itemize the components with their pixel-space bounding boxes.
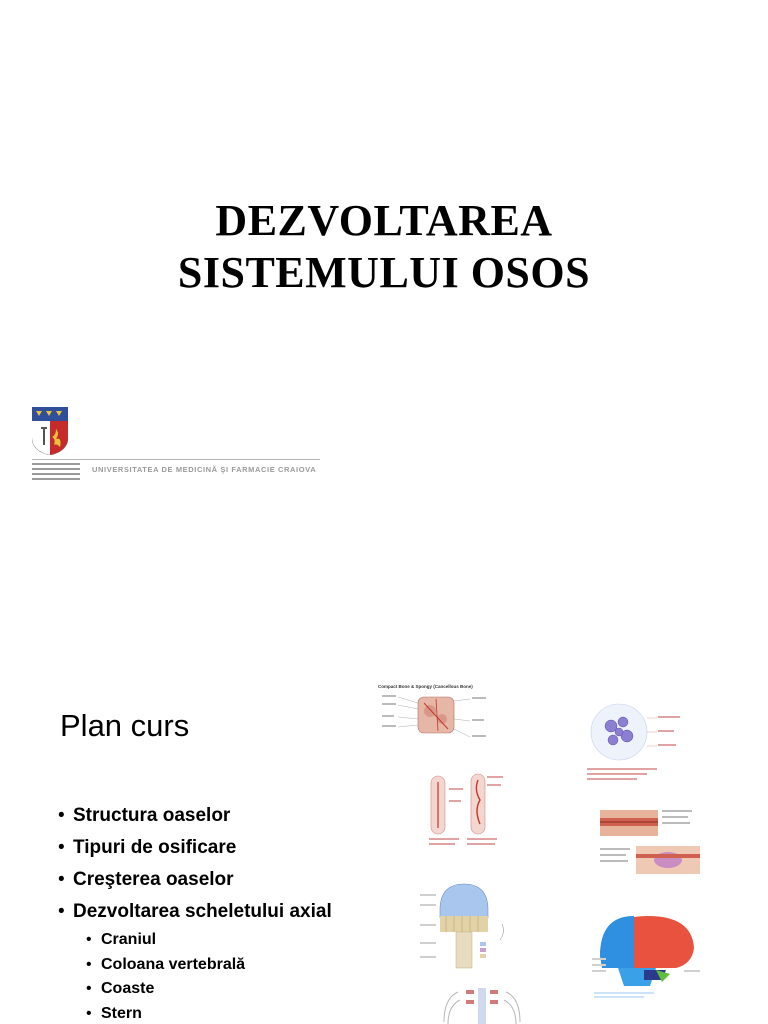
figure-caption: Compact Bone & Spongy (Cancellous Bone) (378, 684, 473, 689)
title-line-2: SISTEMULUI OSOS (177, 248, 591, 297)
plan-item: • Tipuri de osificare (58, 832, 332, 864)
cartilage-cells-figure (585, 696, 690, 786)
cartilage-cells-illustration (585, 696, 690, 786)
plan-list (58, 800, 332, 1024)
title-line-1: DEZVOLTAREA (215, 196, 553, 245)
university-logo (32, 405, 322, 485)
compact-bone-illustration (378, 689, 490, 751)
skull-figure (590, 912, 705, 1002)
long-bone-illustration (425, 770, 507, 860)
plan-subitem: • Coaste (58, 977, 332, 1002)
university-crest-icon (32, 407, 68, 455)
bone-remodeling-figure (596, 802, 704, 880)
plan-item: • Structura oaselor (58, 800, 332, 832)
vertebral-development-illustration (418, 880, 523, 970)
plan-item: • Creşterea oaselor (58, 864, 332, 896)
bone-remodeling-illustration (596, 802, 704, 880)
plan-title: Plan curs (60, 708, 190, 743)
plan-item: • Dezvoltarea scheletului axial (58, 896, 332, 928)
presentation-title (0, 195, 768, 299)
plan-subitem: • Coloana vertebrală (58, 953, 332, 978)
plan-subitem: • Stern (58, 1002, 332, 1024)
logo-divider (32, 459, 320, 460)
rib-cage-figure (438, 986, 526, 1024)
course-plan-slide (0, 630, 768, 1024)
vertebral-development-figure (418, 880, 523, 970)
university-name: UNIVERSITATEA DE MEDICINĂ ŞI FARMACIE CRAIOVA (92, 465, 317, 474)
rib-cage-illustration (438, 986, 526, 1024)
long-bone-ossification-figure (425, 770, 507, 860)
skull-illustration (590, 912, 705, 1002)
compact-bone-figure (378, 684, 490, 752)
plan-subitem: • Craniul (58, 928, 332, 953)
logo-stripes (32, 463, 80, 483)
